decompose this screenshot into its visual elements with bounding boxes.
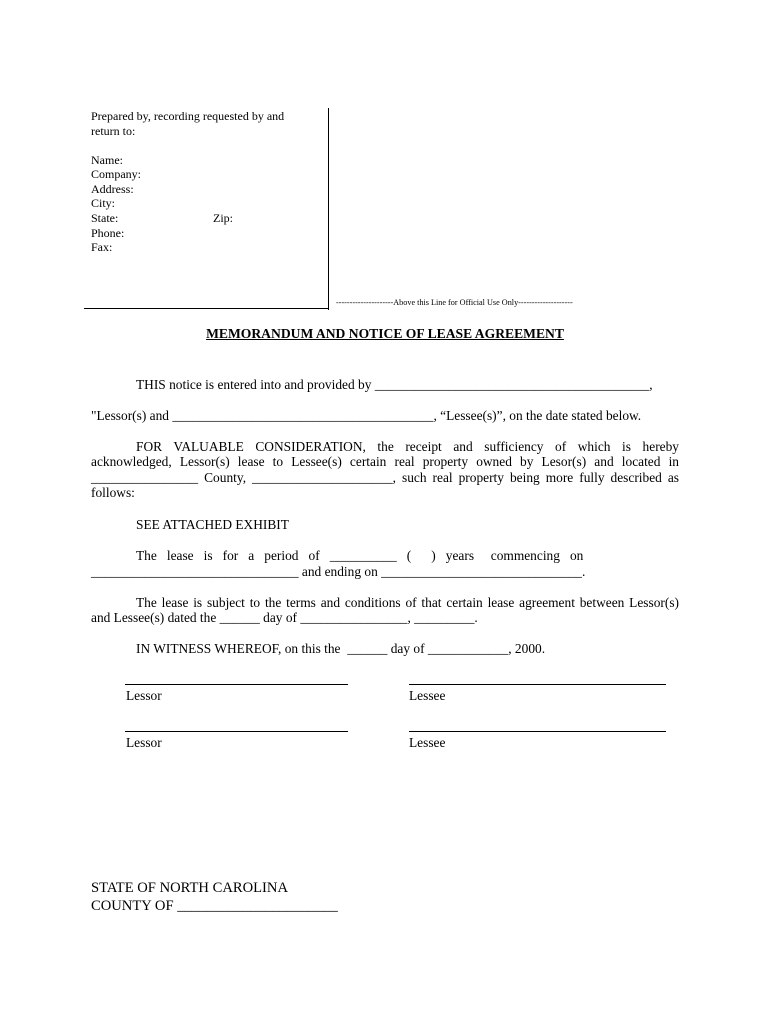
lessor-label-2: Lessor bbox=[126, 735, 162, 750]
lessor-label-1: Lessor bbox=[126, 688, 162, 703]
subject-paragraph: The lease is subject to the terms and conditions of that certain lease agreement between Lessor(s) and Lessee(s) dated the ______ day of ________________, _________. bbox=[91, 595, 679, 626]
exhibit-line: SEE ATTACHED EXHIBIT bbox=[136, 517, 289, 532]
prepared-block-baseline bbox=[84, 308, 328, 309]
period-line-1: The lease is for a period of __________ ( ) years commencing on bbox=[136, 548, 584, 563]
phone-label: Phone: bbox=[91, 226, 125, 240]
state-label: State: bbox=[91, 211, 119, 225]
address-label: Address: bbox=[91, 182, 134, 196]
company-label: Company: bbox=[91, 167, 141, 181]
lessor-signature-line-2 bbox=[125, 731, 348, 732]
prepared-block-divider bbox=[328, 108, 329, 310]
official-use-line: ---------------------Above this Line for Official Use Only-------------------- bbox=[336, 298, 573, 307]
prepared-by-header: Prepared by, recording requested by and bbox=[91, 109, 285, 123]
state-line: STATE OF NORTH CAROLINA bbox=[91, 880, 288, 896]
fax-label: Fax: bbox=[91, 240, 113, 254]
zip-label: Zip: bbox=[213, 211, 233, 225]
lessor-signature-line-1 bbox=[125, 684, 348, 685]
document-title: MEMORANDUM AND NOTICE OF LEASE AGREEMENT bbox=[206, 326, 564, 341]
lessee-signature-line-1 bbox=[409, 684, 666, 685]
lessee-signature-line-2 bbox=[409, 731, 666, 732]
return-to-label: return to: bbox=[91, 124, 136, 138]
period-line-2: _______________________________ and ending on ______________________________. bbox=[91, 564, 586, 579]
city-label: City: bbox=[91, 196, 116, 210]
parties-paragraph: "Lessor(s) and _______________________________________, “Lessee(s)”, on the date stated below. bbox=[91, 408, 642, 423]
lessee-label-2: Lessee bbox=[409, 735, 446, 750]
consideration-paragraph: FOR VALUABLE CONSIDERATION, the receipt and sufficiency of which is hereby acknowledged, Lessor(s) lease to Lessee(s) certain real property owned by Lesor(s) and located in ________________ County, _____________________, such real property being more fully described as follows: bbox=[91, 439, 679, 500]
witness-paragraph: IN WITNESS WHEREOF, on this the ______ day of ____________, 2000. bbox=[136, 641, 546, 656]
county-line: COUNTY OF ______________________ bbox=[91, 898, 338, 914]
notice-paragraph: THIS notice is entered into and provided by _________________________________________, bbox=[136, 377, 653, 392]
lessee-label-1: Lessee bbox=[409, 688, 446, 703]
name-label: Name: bbox=[91, 153, 123, 167]
